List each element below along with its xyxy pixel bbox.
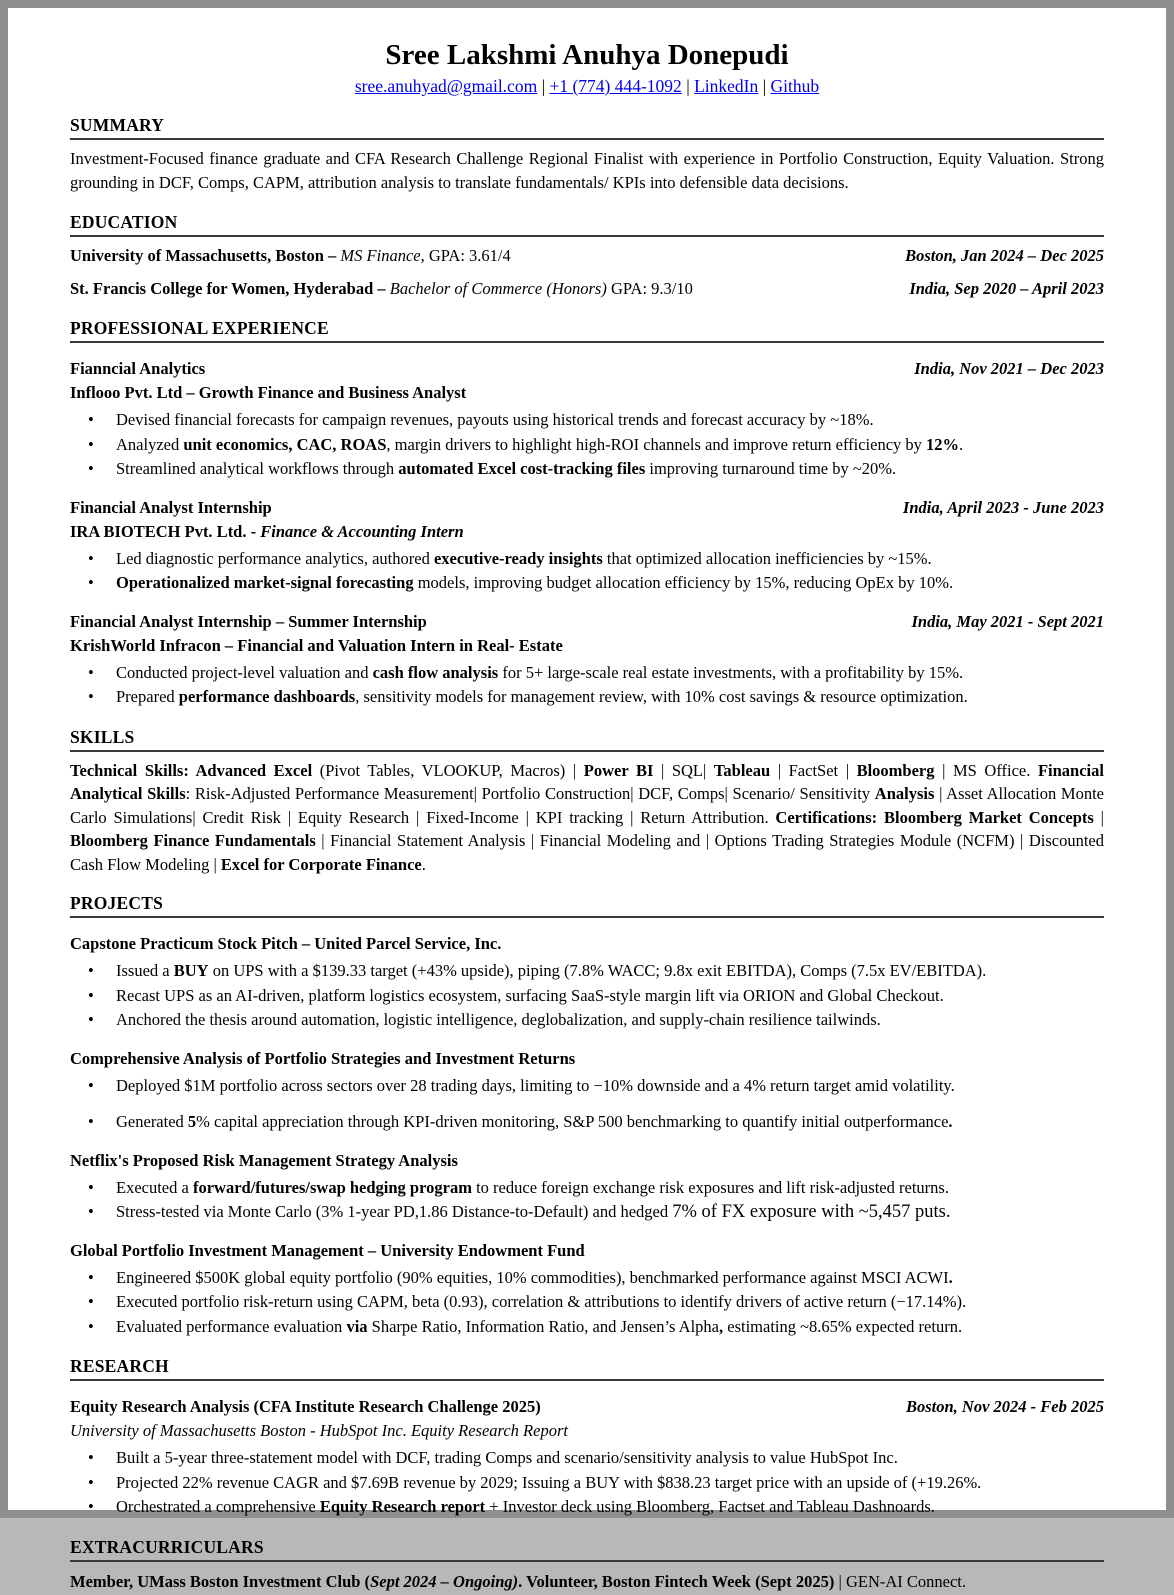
skills-text [70,759,1104,877]
text-segment: . [948,1112,953,1131]
text-segment: 7% of FX exposure with ~5,457 puts. [672,1202,951,1222]
text-segment: Analyzed [116,434,184,454]
text-segment: Orchestrated a comprehensive [116,1497,320,1516]
text-segment: Operationalized market-signal forecasting [116,573,414,592]
text-segment: . [421,854,426,874]
text-segment: Prepared [116,687,179,706]
bullet-list [70,408,1104,482]
bullet-item [70,959,1104,984]
skills-heading: SKILLS [70,727,1104,752]
text-segment: Executed portfolio risk-return using CAPM, beta (0.93), correlation & attributions to identify drivers of active return (−17.14%). [116,1292,967,1311]
linkedin-link[interactable]: LinkedIn [694,76,759,96]
text-segment: Projected 22% revenue CAGR and $7.69B revenue by 2029; Issuing a BUY with $838.23 target price with an upside of (+19.26%. [116,1472,982,1492]
text-segment: to reduce foreign exchange risk exposures and lift risk-adjusted returns. [471,1177,949,1197]
projects-heading: PROJECTS [70,893,1104,918]
bullet-item [70,457,1104,482]
project-entry [70,932,1104,1033]
entry-title-row [70,496,1104,520]
text-segment: improving turnaround time by ~20%. [645,459,897,478]
section-extracurriculars [70,1537,1104,1595]
text-segment: Issued a [116,961,174,980]
bullet-item [70,1471,1104,1496]
text-segment: Stress-tested via Monte Carlo (3% 1-year PD,1.86 Distance-to-Default) and hedged [116,1202,673,1221]
bullet-list [70,1074,1104,1135]
entry-title-row [70,357,1104,381]
text-segment: Deployed $1M portfolio across sectors over 28 trading days, limiting to −10% downside and a 4% return target amid volatility. [116,1075,955,1095]
text-segment: : Risk-Adjusted Performance Measurement| Portfolio Construction| DCF, Comps| Scenario/ Sensitivity [185,784,875,803]
text-segment: 12% [926,434,960,454]
text-segment: Engineered $500K global equity portfolio (90% equities, 10% commodities), benchmarked performance against MSCI ACWI [116,1267,949,1287]
experience-entry [70,357,1104,482]
bullet-item [70,408,1104,433]
text-segment: University of Massachusetts, Boston – [70,246,341,265]
text-segment: GPA: 3.61/4 [424,246,511,265]
text-segment: Bloomberg [856,760,935,780]
experience-entry [70,496,1104,596]
entry-title-row [70,610,1104,634]
text-segment: Power BI [583,760,654,780]
text-segment: IRA BIOTECH Pvt. Ltd. - [70,521,261,541]
bullet-item [70,984,1104,1009]
github-link[interactable]: Github [770,76,820,96]
research-heading: RESEARCH [70,1356,1104,1381]
bullet-item [70,1008,1104,1033]
candidate-name: Sree Lakshmi Anuhya Donepudi [385,39,789,71]
project-title: Capstone Practicum Stock Pitch – United Parcel Service, Inc. [70,934,502,953]
text-segment: Evaluated performance evaluation [116,1316,347,1336]
bullet-item [70,1176,1104,1201]
text-segment: Sharpe Ratio, Information Ratio, and Jensen’s Alpha [367,1316,720,1336]
project-title: Global Portfolio Investment Management – University Endowment Fund [70,1240,585,1260]
text-segment: Built a 5-year three-statement model with DCF, trading Comps and scenario/sensitivity analysis to value HubSpot Inc. [116,1448,898,1467]
research-subtitle: University of Massachusetts Boston - HubSpot Inc. Equity Research Report [70,1421,568,1440]
research-date: Boston, Nov 2024 - Feb 2025 [906,1397,1104,1416]
text-segment: Analysis [874,784,935,803]
section-summary [70,115,1104,195]
bullet-item [70,571,1104,596]
text-segment: Excel for Corporate Finance [220,854,422,874]
bullet-item [70,1110,1104,1135]
text-segment: Member, UMass Boston Investment Club ( [70,1571,371,1591]
bullet-item [70,661,1104,686]
bullet-item [70,1495,1104,1520]
text-segment: Technical Skills: Advanced Excel [70,760,313,780]
text-segment: estimating ~8.65% expected return. [723,1316,963,1336]
contact-line [70,74,1104,98]
section-skills [70,727,1104,877]
text-segment: Generated [116,1112,188,1131]
job-subtitle [70,520,1104,544]
text-segment: , [719,1316,724,1336]
bullet-item [70,547,1104,572]
research-title: Equity Research Analysis (CFA Institute Research Challenge 2025) [70,1397,541,1416]
bullet-list [70,1176,1104,1225]
text-segment: KrishWorld Infracon – Financial and Valuation Intern in Real- Estate [70,635,563,655]
bullet-list [70,661,1104,710]
education-school-degree [70,244,905,268]
text-segment: 5 [187,1112,197,1131]
text-segment: Streamlined analytical workflows through [116,459,399,478]
project-entry [70,1239,1104,1340]
text-segment: Anchored the thesis around automation, logistic intelligence, deglobalization, and supply-chain resilience tailwinds. [116,1010,881,1029]
text-segment: | [537,76,550,96]
text-segment: | FactSet | [770,760,857,780]
text-segment: automated Excel cost-tracking files [398,459,646,478]
text-segment: Conducted project-level valuation and [116,662,373,682]
job-date: India, April 2023 - June 2023 [902,497,1104,517]
project-title: Comprehensive Analysis of Portfolio Strategies and Investment Returns [70,1048,576,1068]
text-segment: , sensitivity models for management review, with 10% cost savings & resource optimization. [355,687,968,706]
text-segment: | Financial Statement Analysis | Financial Modeling and | Options Trading Strategies Module (NCFM) | Discounted Cash Flow Modeling | [70,831,1104,874]
summary-text: Investment-Focused finance graduate and CFA Research Challenge Regional Finalist with experience in Portfolio Construction, Equity Valuation. Strong grounding in DCF, Comps, CAPM, attribution analysis to translate fundamentals/ KPIs into defensible data decisions. [70,149,1104,192]
text-segment: (Pivot Tables, VLOOKUP, Macros) | [312,760,584,780]
bullet-item [70,1200,1104,1225]
education-date: Boston, Jan 2024 – Dec 2025 [905,246,1104,265]
text-segment: Devised financial forecasts for campaign revenues, payouts using historical trends and forecast accuracy by ~18%. [116,410,874,429]
text-segment: St. Francis College for Women, Hyderabad – [70,279,390,298]
project-entry [70,1149,1104,1225]
text-segment: Bloomberg Finance Fundamentals [70,831,316,850]
text-segment: Certifications: Bloomberg Market Concepts [775,807,1094,827]
text-segment: | MS Office. [934,760,1038,780]
section-projects [70,893,1104,1339]
text-segment: | SQL| [653,760,714,780]
text-segment: that optimized allocation inefficiencies by ~15%. [602,548,932,568]
text-segment: Finance & Accounting Intern [260,521,464,541]
text-segment: Equity Research report [319,1497,486,1516]
extracurriculars-text [70,1569,1104,1595]
bullet-item [70,1315,1104,1340]
text-segment: . [948,1267,953,1287]
job-title: Financial Analyst Internship – Summer Internship [70,611,427,631]
text-segment: for 5+ large-scale real estate investments, with a profitability by 15%. [498,662,964,682]
text-segment: performance dashboards [178,687,356,706]
project-entry [70,1047,1104,1135]
text-segment: , margin drivers to highlight high-ROI channels and improve return efficiency by [386,434,927,454]
text-segment: Led diagnostic performance analytics, authored [116,548,434,568]
text-segment: Sept 2024 – Ongoing) [370,1571,519,1591]
phone-link[interactable]: +1 (774) 444-1092 [549,76,682,96]
text-segment: . [959,434,964,454]
text-segment: cash flow analysis [372,662,499,682]
project-title: Netflix's Proposed Risk Management Strategy Analysis [70,1150,458,1170]
text-segment: Inflooo Pvt. Ltd – Growth Finance and Business Analyst [70,383,467,402]
education-row [70,277,1104,301]
job-subtitle [70,381,1104,405]
extracurriculars-heading: EXTRACURRICULARS [70,1537,1104,1562]
education-school-degree [70,277,909,301]
bullet-item [70,1266,1104,1291]
section-experience [70,318,1104,710]
text-segment: on UPS with a $139.33 target (+43% upside), piping (7.8% WACC; 9.8x exit EBITDA), Comps (7.5x EV/EBITDA). [208,961,987,980]
job-subtitle [70,634,1104,658]
text-segment: | [681,76,695,96]
text-segment: | [1093,807,1104,827]
text-segment: . [518,1571,527,1591]
text-segment: | Asset Allocation Monte Carlo Simulations| Credit Risk | Equity Research | Fixed-Income | KPI tracking | Return Attribution. [70,784,1104,827]
experience-heading: PROFESSIONAL EXPERIENCE [70,318,1104,343]
text-segment: BUY [173,961,209,980]
experience-entry [70,610,1104,710]
text-segment: MS Finance, [340,246,425,265]
bullet-list [70,1446,1104,1520]
text-segment: forward/futures/swap hedging program [192,1177,472,1197]
section-research [70,1356,1104,1520]
text-segment: Executed a [116,1177,193,1197]
text-segment: unit economics, CAC, ROAS [183,434,387,454]
job-date: India, Nov 2021 – Dec 2023 [914,359,1104,378]
entry-title-row [70,1395,1104,1419]
job-date: India, May 2021 - Sept 2021 [911,611,1104,631]
bullet-list [70,1266,1104,1340]
text-segment: Recast UPS as an AI-driven, platform logistics ecosystem, surfacing SaaS-style margin lift via ORION and Global Checkout. [116,985,944,1005]
bullet-item [70,1074,1104,1099]
text-segment: | GEN-AI Connect. [834,1571,967,1591]
bullet-item [70,1290,1104,1315]
email-link[interactable]: sree.anuhyad@gmail.com [354,76,538,96]
education-heading: EDUCATION [70,212,1104,237]
text-segment: | [758,76,771,96]
bullet-item [70,433,1104,458]
bullet-list [70,547,1104,596]
text-segment: GPA: 9.3/10 [606,279,693,298]
section-education [70,212,1104,301]
summary-heading: SUMMARY [70,115,1104,140]
text-segment: models, improving budget allocation efficiency by 15%, reducing OpEx by 10%. [413,573,954,592]
text-segment: Volunteer, Boston Fintech Week (Sept 2025) [526,1571,835,1591]
bullet-item [70,1446,1104,1471]
research-entry [70,1395,1104,1520]
text-segment: + Investor deck using Bloomberg, Factset and Tableau Dashnoards. [485,1497,935,1516]
bullet-list [70,959,1104,1033]
text-segment: Bachelor of Commerce (Honors) [389,279,607,298]
text-segment: via [346,1316,368,1336]
job-title: Fianncial Analytics [70,359,206,378]
text-segment: % capital appreciation through KPI-driven monitoring, S&P 500 benchmarking to quantify initial outperformance [196,1112,949,1131]
job-title: Financial Analyst Internship [70,497,272,517]
education-date: India, Sep 2020 – April 2023 [909,279,1104,298]
bullet-item [70,685,1104,710]
text-segment: Financial Analytical Skills [70,760,1104,803]
text-segment: Tableau [713,760,771,780]
education-row [70,244,1104,268]
text-segment: executive-ready insights [433,548,603,568]
